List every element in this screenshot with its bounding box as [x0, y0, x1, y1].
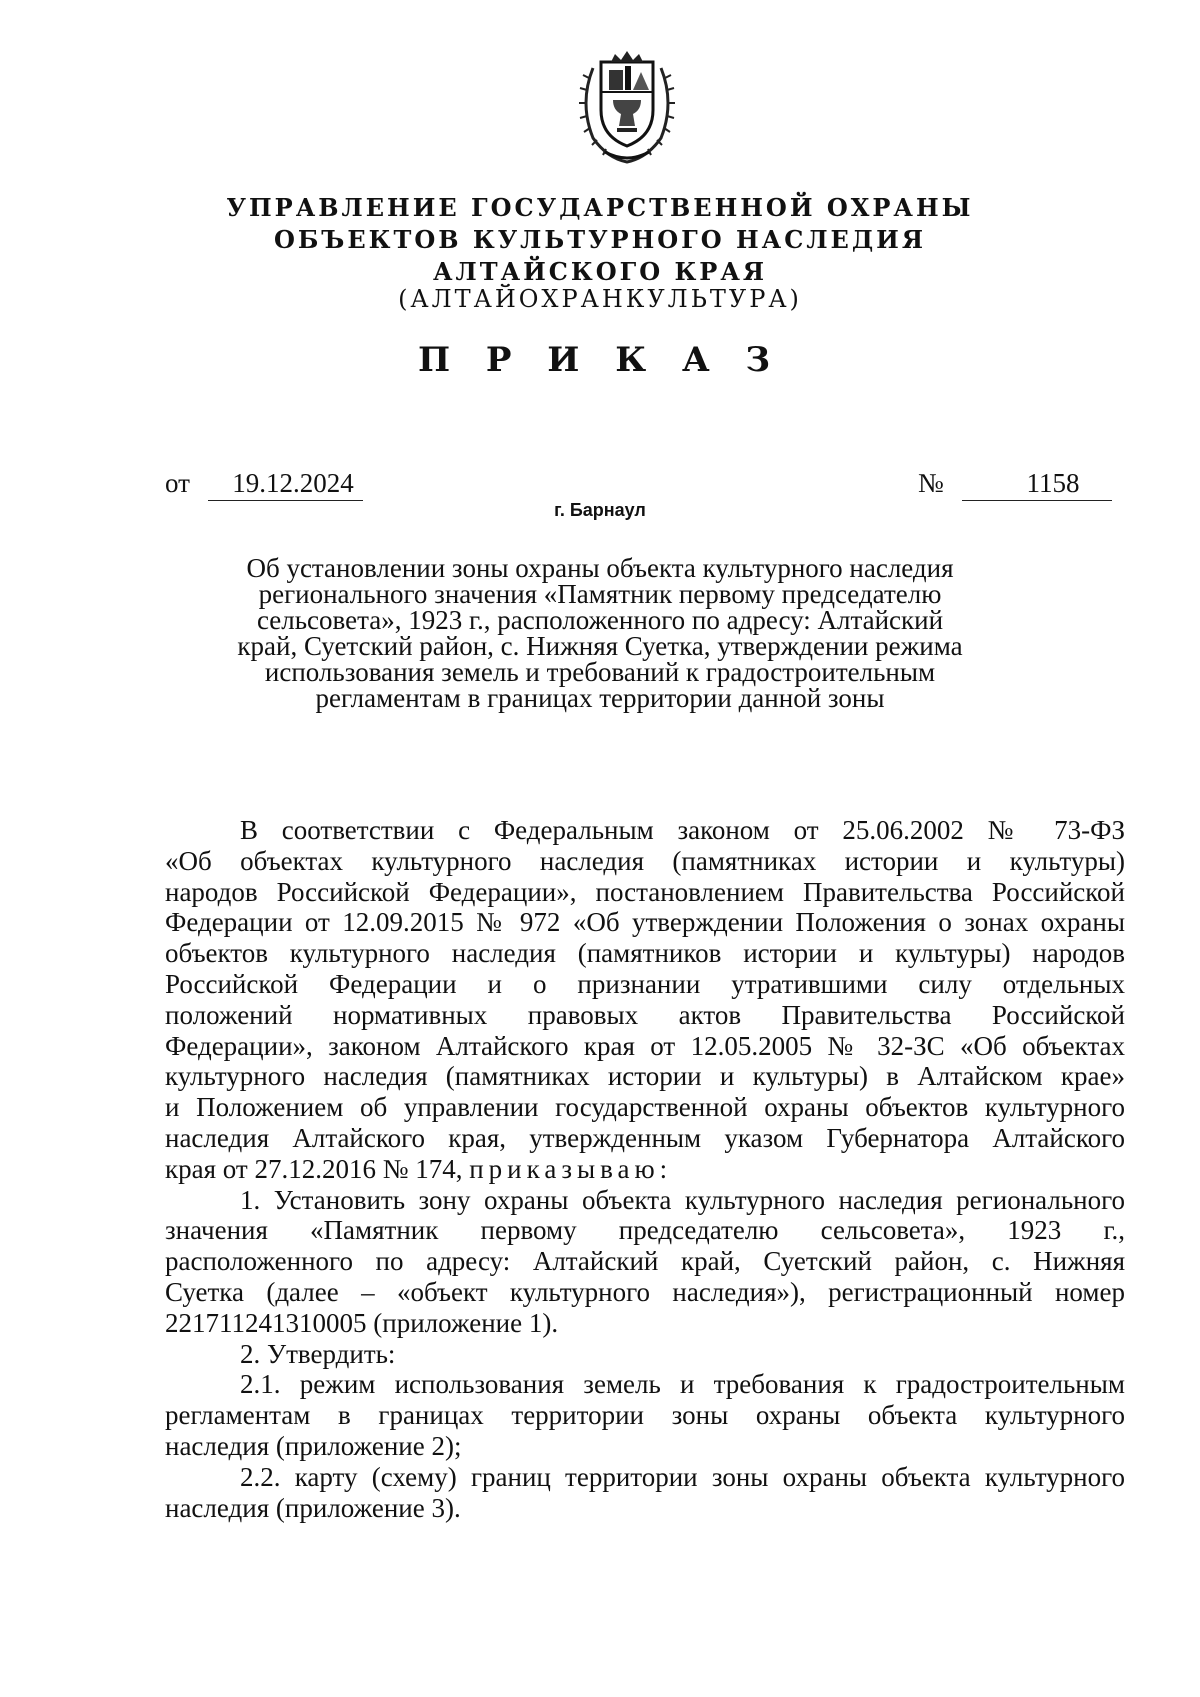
preamble-line: положений нормативных правовых актов Правительства Российской — [165, 999, 1125, 1030]
item-1-line: 221711241310005 (приложение 1). — [165, 1307, 559, 1338]
preamble-line: объектов культурного наследия (памятников истории и культуры) народов — [165, 938, 1125, 969]
city-name: г. Барнаул — [554, 500, 646, 520]
org-name-line-1: УПРАВЛЕНИЕ ГОСУДАРСТВЕННОЙ ОХРАНЫ — [226, 193, 974, 222]
item-1-line: расположенного по адресу: Алтайский край, Суетский район, с. Нижняя — [165, 1246, 1125, 1277]
number-value: 1158 — [1026, 468, 1080, 498]
item-2-2-line: наследия (приложение 3). — [165, 1492, 461, 1523]
preamble-last-text: края от 27.12.2016 № 174, — [165, 1153, 463, 1184]
preamble-line: Федерации от 12.09.2015 № 972 «Об утверждении Положения о зонах охраны — [165, 907, 1125, 938]
item-1-line: значения «Памятник первому председателю сельсовета», 1923 г., — [165, 1215, 1125, 1246]
preamble-line: «Об объектах культурного наследия (памятниках истории и культуры) — [165, 845, 1125, 876]
order-word: приказываю: — [469, 1153, 673, 1184]
preamble-closing-line — [165, 1154, 1125, 1185]
document-subject — [200, 555, 1000, 711]
item-2-2-line: 2.2. карту (схему) границ территории зоны охраны объекта культурного — [240, 1461, 1125, 1492]
item-1-line: Суетка (далее – «объект культурного наследия»), регистрационный номер — [165, 1276, 1125, 1307]
subject-line: край, Суетский район, с. Нижняя Суетка, утверждении режима — [237, 631, 963, 661]
subject-line: использования земель и требований к градостроительным — [264, 657, 936, 687]
subject-line: регионального значения «Памятник первому председателю — [258, 579, 942, 609]
date-value: 19.12.2024 — [232, 468, 354, 498]
item-1-line: 1. Установить зону охраны объекта культурного наследия регионального — [240, 1184, 1125, 1215]
altai-krai-coat-of-arms-icon — [575, 48, 679, 166]
subject-line: Об установлении зоны охраны объекта культурного наследия — [246, 553, 954, 583]
subject-line: сельсовета», 1923 г., расположенного по адресу: Алтайский — [256, 605, 944, 635]
item-2-1-line: наследия (приложение 2); — [165, 1430, 462, 1461]
item-2-1-line: 2.1. режим использования земель и требования к градостроительным — [240, 1369, 1125, 1400]
preamble-line: наследия Алтайского края, утвержденным указом Губернатора Алтайского — [165, 1122, 1125, 1153]
preamble-line: Российской Федерации и о признании утратившими силу отдельных — [165, 968, 1125, 999]
preamble-line: народов Российской Федерации», постановлением Правительства Российской — [165, 876, 1125, 907]
number-prefix: № — [918, 468, 944, 498]
preamble-line: культурного наследия (памятниках истории и культуры) в Алтайском крае» — [165, 1061, 1125, 1092]
org-name-line-3: АЛТАЙСКОГО КРАЯ — [432, 257, 768, 286]
preamble-line: Федерации», законом Алтайского края от 12.05.2005 № 32-ЗС «Об объектах — [165, 1030, 1125, 1061]
document-body — [165, 815, 1125, 1523]
org-name-line-2: ОБЪЕКТОВ КУЛЬТУРНОГО НАСЛЕДИЯ — [273, 225, 927, 254]
org-short-name: (АЛТАЙОХРАНКУЛЬТУРА) — [398, 285, 802, 313]
subject-line: регламентам в границах территории данной зоны — [315, 683, 885, 713]
preamble-line: В соответствии с Федеральным законом от 25.06.2002 № 73-ФЗ — [240, 815, 1125, 845]
document-type-title: П Р И К А З — [417, 340, 783, 380]
date-prefix: от — [165, 468, 190, 498]
item-2-1-line: регламентам в границах территории зоны охраны объекта культурного — [165, 1400, 1125, 1431]
preamble-line: и Положением об управлении государственной охраны объектов культурного — [165, 1092, 1125, 1123]
item-2-line: 2. Утвердить: — [240, 1338, 396, 1369]
